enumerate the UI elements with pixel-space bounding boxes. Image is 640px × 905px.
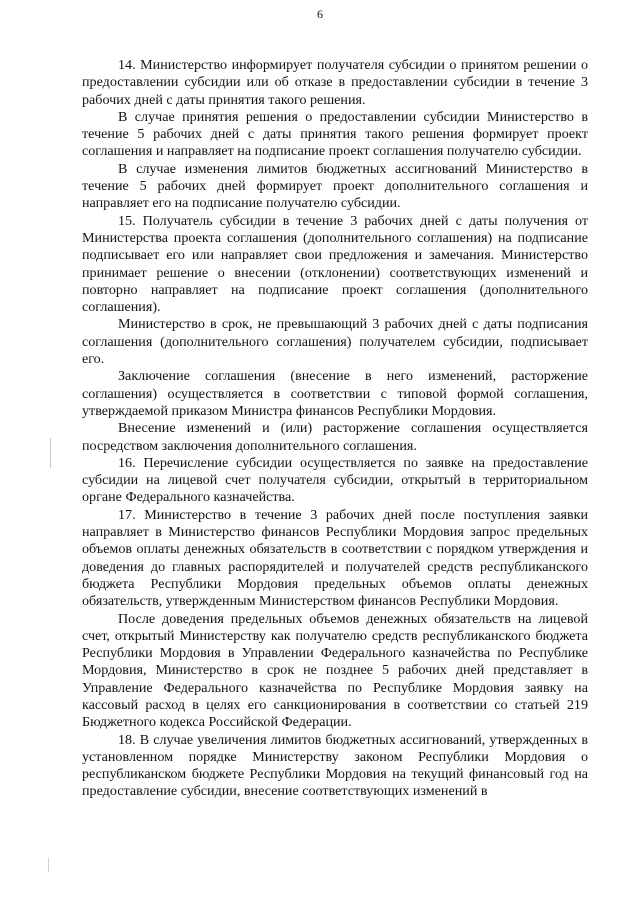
paragraph-18: 18. В случае увеличения лимитов бюджетных ассигнований, утвержденных в установленном порядке Министерству законом Республики Мордовия о республиканском бюджете Республики Мордовия на текущий финансовый год на предоставление субсидии, внесение соответствующих изменений в (82, 731, 588, 800)
paragraph-16: 16. Перечисление субсидии осуществляется по заявке на предоставление субсидии на лицевой счет получателя субсидии, открытый в территориальном органе Федерального казначейства. (82, 454, 588, 506)
paragraph-signing-term: Министерство в срок, не превышающий 3 рабочих дней с даты подписания соглашения (дополнительного соглашения) получателем субсидии, подписывает его. (82, 316, 588, 368)
scan-edge-mark (48, 858, 49, 872)
document-body (82, 57, 588, 801)
paragraph-agreement-conclusion: Заключение соглашения (внесение в него изменений, расторжение соглашения) осуществляется в соответствии с типовой формой соглашения, утверждаемой приказом Министра финансов Республики Мордовия. (82, 368, 588, 419)
paragraph-amendment: Внесение изменений и (или) расторжение соглашения осуществляется посредством заключения дополнительного соглашения. (82, 420, 588, 454)
paragraph-14: 14. Министерство информирует получателя субсидии о принятом решении о предоставлении субсидии или об отказе в предоставлении субсидии в течение 3 рабочих дней с даты принятия такого решения. (82, 57, 588, 108)
paragraph-cash-expense: После доведения предельных объемов денежных обязательств на лицевой счет, открытый Министерству как получателю средств республиканского бюджета Республики Мордовия в Управлении Федерального казначейства по Республике Мордовия, Министерство в срок не позднее 5 рабочих дней представляет в Управление Федерального казначейства по Республике Мордовия заявку на кассовый расход в целях его санкционирования в соответствии со статьей 219 Бюджетного кодекса Российской Федерации. (82, 610, 588, 731)
paragraph-17: 17. Министерство в течение 3 рабочих дней после поступления заявки направляет в Министерство финансов Республики Мордовия запрос предельных объемов оплаты денежных обязательств в соответствии с порядком утверждения и доведения до главных распорядителей и получателей средств республиканского бюджета Республики Мордовия предельных объемов оплаты денежных обязательств, утвержденным Министерством финансов Республики Мордовия. (82, 506, 588, 610)
paragraph-limits-change: В случае изменения лимитов бюджетных ассигнований Министерство в течение 5 рабочих дней формирует проект дополнительного соглашения и направляет его на подписание получателю субсидии. (82, 160, 588, 212)
paragraph-15: 15. Получатель субсидии в течение 3 рабочих дней с даты получения от Министерства проекта соглашения (дополнительного соглашения) на подписание подписывает его или направляет свои предложения и замечания. Министерство принимает решение о внесении (отклонении) соответствующих изменений и повторно направляет на подписание проект соглашения (дополнительного соглашения). (82, 212, 588, 316)
page-number: 6 (317, 7, 323, 21)
paragraph-agreement-draft: В случае принятия решения о предоставлении субсидии Министерство в течение 5 рабочих дней с даты принятия такого решения формирует проект соглашения и направляет на подписание проект соглашения получателю субсидии. (82, 108, 588, 160)
scan-edge-mark (50, 438, 51, 468)
